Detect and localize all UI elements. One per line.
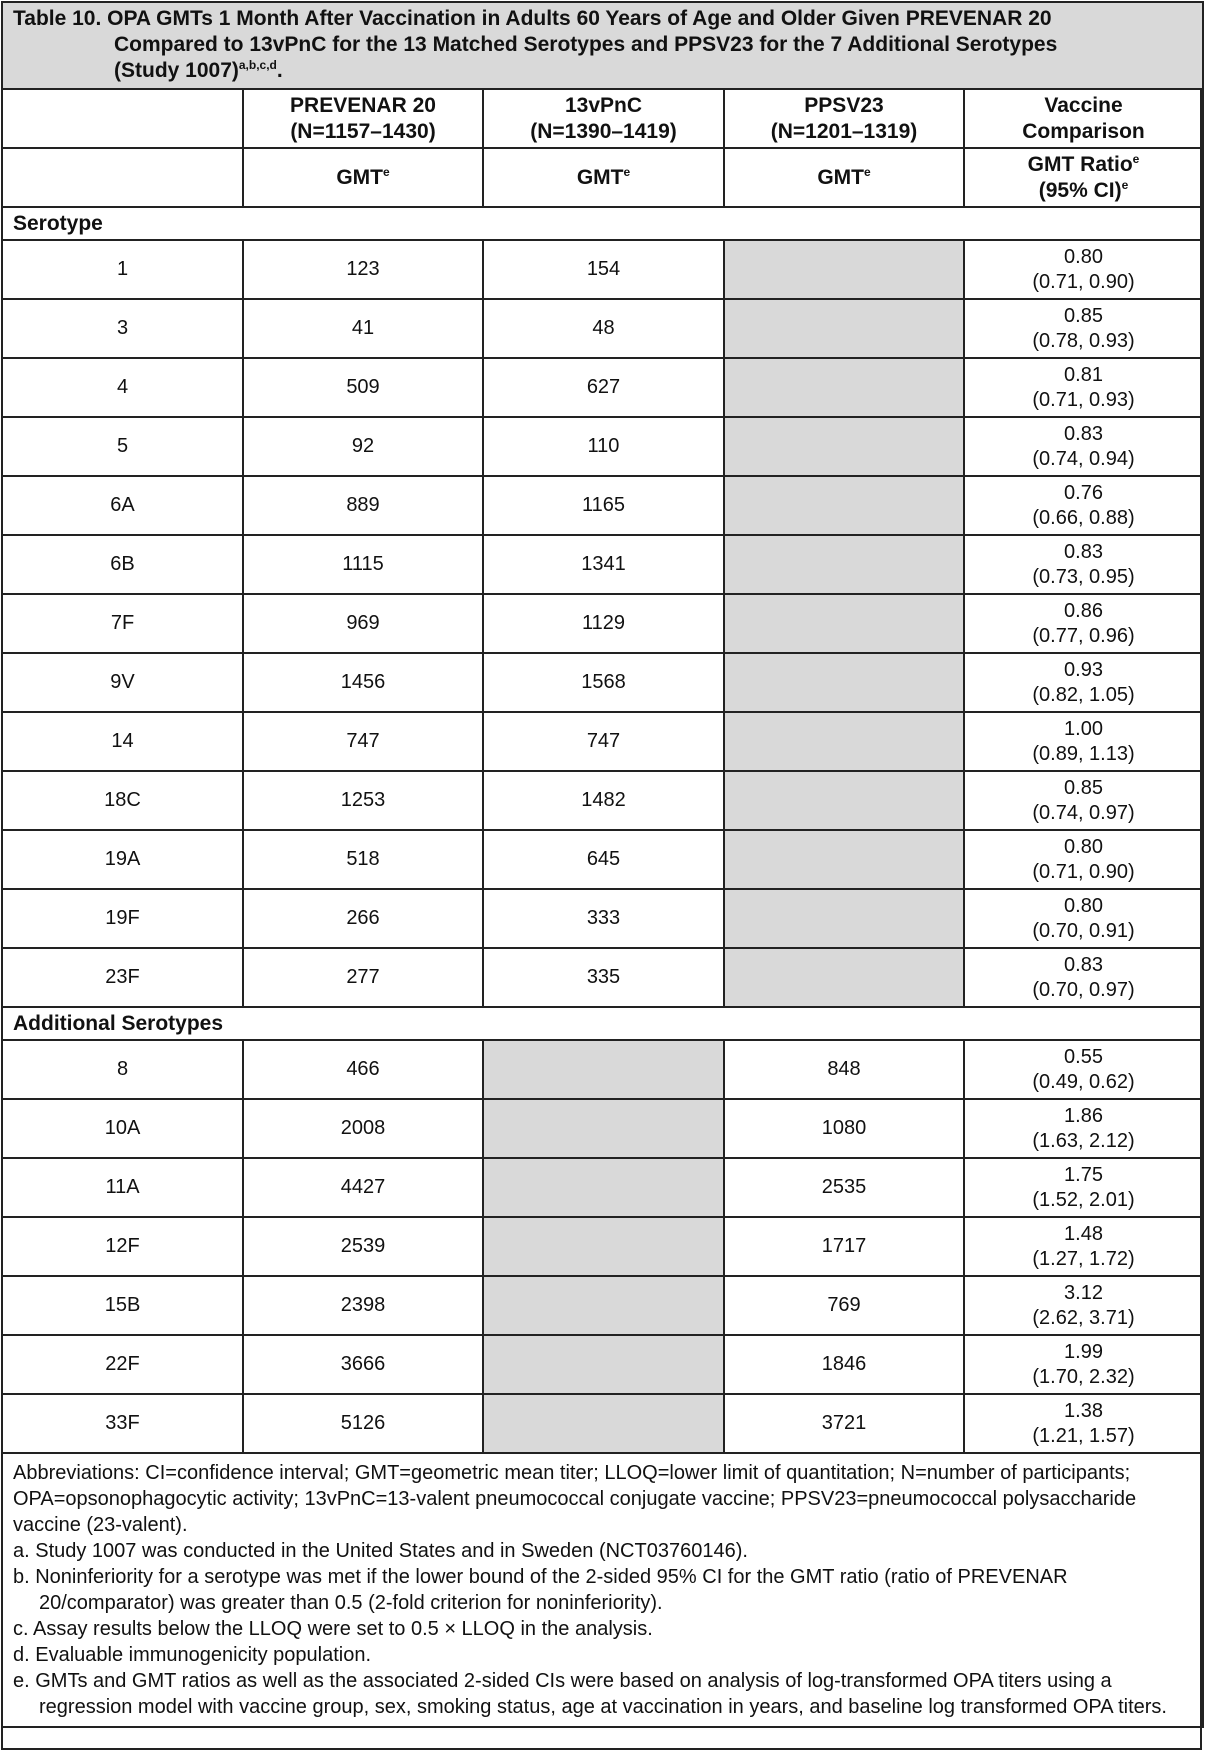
ratio-cell: 0.85 (0.78, 0.93): [964, 299, 1203, 358]
serotype-cell: 9V: [2, 653, 243, 712]
prevenar-gmt-cell: 92: [243, 417, 483, 476]
header-ppsv23: PPSV23 (N=1201–1319): [724, 89, 964, 148]
section-row: [2, 207, 1203, 240]
ppsv23-gmt-cell: 2535: [724, 1158, 964, 1217]
ratio-cell: 0.83 (0.73, 0.95): [964, 535, 1203, 594]
pnc13-gmt-cell: 747: [483, 712, 724, 771]
serotype-cell: 23F: [2, 948, 243, 1007]
prevenar-gmt-cell: 123: [243, 240, 483, 299]
pnc13-gmt-cell: [483, 1099, 724, 1158]
table-row: [2, 476, 1203, 535]
footnote-d: d. Evaluable immunogenicity population.: [13, 1644, 371, 1666]
header-blank: [2, 89, 243, 148]
table-row: [2, 1276, 1203, 1335]
prevenar-gmt-cell: 1253: [243, 771, 483, 830]
prevenar-gmt-cell: 1456: [243, 653, 483, 712]
serotype-cell: 11A: [2, 1158, 243, 1217]
title-line-3: (Study 1007)$^{a,b,c,d}$.: [114, 58, 283, 82]
pnc13-gmt-cell: [483, 1394, 724, 1453]
prevenar-gmt-cell: 2008: [243, 1099, 483, 1158]
serotype-cell: 12F: [2, 1217, 243, 1276]
pnc13-gmt-cell: 154: [483, 240, 724, 299]
ppsv23-gmt-cell: [724, 417, 964, 476]
ratio-cell: 1.75 (1.52, 2.01): [964, 1158, 1203, 1217]
table-row: [2, 948, 1203, 1007]
serotype-cell: 1: [2, 240, 243, 299]
header-prevenar20: PREVENAR 20 (N=1157–1430): [243, 89, 483, 148]
prevenar-gmt-cell: 266: [243, 889, 483, 948]
ratio-cell: 1.48 (1.27, 1.72): [964, 1217, 1203, 1276]
table-row: [2, 653, 1203, 712]
title-line-1: Table 10. OPA GMTs 1 Month After Vaccination in Adults 60 Years of Age and Older Given PREVENAR 20: [13, 7, 1052, 30]
ppsv23-gmt-cell: 1846: [724, 1335, 964, 1394]
pnc13-gmt-cell: 1165: [483, 476, 724, 535]
ratio-cell: 0.80 (0.71, 0.90): [964, 830, 1203, 889]
pnc13-gmt-cell: 1129: [483, 594, 724, 653]
footnote-abbreviations: Abbreviations: CI=confidence interval; GMT=geometric mean titer; LLOQ=lower limit of quantitation; N=number of participants; OPA=opsonophagocytic activity; 13vPnC=13-valent pneumococcal conjugate vaccine; PPSV23=pneumococcal polysaccharide vaccine (23-valent).: [13, 1462, 1137, 1536]
table-row: [2, 830, 1203, 889]
subheader-blank: [2, 148, 243, 207]
prevenar-gmt-cell: 518: [243, 830, 483, 889]
ppsv23-gmt-cell: [724, 594, 964, 653]
ratio-cell: 0.86 (0.77, 0.96): [964, 594, 1203, 653]
ratio-cell: 0.80 (0.71, 0.90): [964, 240, 1203, 299]
pnc13-gmt-cell: [483, 1040, 724, 1099]
prevenar-gmt-cell: 277: [243, 948, 483, 1007]
ppsv23-gmt-cell: [724, 653, 964, 712]
header-13vpnc: 13vPnC (N=1390–1419): [483, 89, 724, 148]
pnc13-gmt-cell: 110: [483, 417, 724, 476]
table-row: [2, 712, 1203, 771]
ppsv23-gmt-cell: [724, 889, 964, 948]
serotype-cell: 33F: [2, 1394, 243, 1453]
footnote-e: e. GMTs and GMT ratios as well as the associated 2-sided CIs were based on analysis of log-transformed OPA titers using a regression model with vaccine group, sex, smoking status, age at vaccination in years, and baseline log transformed OPA titers.: [13, 1670, 1167, 1718]
pnc13-gmt-cell: 1341: [483, 535, 724, 594]
prevenar-gmt-cell: 2539: [243, 1217, 483, 1276]
serotype-cell: 18C: [2, 771, 243, 830]
pnc13-gmt-cell: 627: [483, 358, 724, 417]
subheader-gmt-ppsv23: GMT$^e$: [724, 148, 964, 207]
serotype-cell: 14: [2, 712, 243, 771]
table-row: [2, 299, 1203, 358]
footnote-b: b. Noninferiority for a serotype was met if the lower bound of the 2-sided 95% CI for the GMT ratio (ratio of PREVENAR 20/comparator) was greater than 0.5 (2-fold criterion for noninferiority).: [13, 1566, 1068, 1614]
prevenar-gmt-cell: 1115: [243, 535, 483, 594]
ppsv23-gmt-cell: 848: [724, 1040, 964, 1099]
serotype-cell: 4: [2, 358, 243, 417]
ppsv23-gmt-cell: [724, 535, 964, 594]
ratio-cell: 0.85 (0.74, 0.97): [964, 771, 1203, 830]
section-row: [2, 1007, 1203, 1040]
prevenar-gmt-cell: 5126: [243, 1394, 483, 1453]
ratio-cell: 0.83 (0.70, 0.97): [964, 948, 1203, 1007]
section-label-serotype: Serotype: [2, 207, 1203, 240]
ratio-cell: 0.55 (0.49, 0.62): [964, 1040, 1203, 1099]
prevenar-gmt-cell: 969: [243, 594, 483, 653]
ratio-cell: 0.83 (0.74, 0.94): [964, 417, 1203, 476]
ratio-cell: 1.99 (1.70, 2.32): [964, 1335, 1203, 1394]
prevenar-gmt-cell: 509: [243, 358, 483, 417]
prevenar-gmt-cell: 747: [243, 712, 483, 771]
table-row: [2, 594, 1203, 653]
table-row: [2, 889, 1203, 948]
ppsv23-gmt-cell: 1717: [724, 1217, 964, 1276]
ratio-cell: 0.76 (0.66, 0.88): [964, 476, 1203, 535]
pnc13-gmt-cell: 333: [483, 889, 724, 948]
serotype-cell: 6B: [2, 535, 243, 594]
table-title: [2, 2, 1203, 89]
serotype-cell: 19F: [2, 889, 243, 948]
ratio-cell: 3.12 (2.62, 3.71): [964, 1276, 1203, 1335]
serotype-cell: 10A: [2, 1099, 243, 1158]
serotype-cell: 7F: [2, 594, 243, 653]
table-row: [2, 240, 1203, 299]
ratio-cell: 0.93 (0.82, 1.05): [964, 653, 1203, 712]
ratio-cell: 1.00 (0.89, 1.13): [964, 712, 1203, 771]
ppsv23-gmt-cell: [724, 948, 964, 1007]
ppsv23-gmt-cell: [724, 299, 964, 358]
prevenar-gmt-cell: 2398: [243, 1276, 483, 1335]
subheader-gmt-prevenar20: GMT$^e$: [243, 148, 483, 207]
ratio-cell: 0.80 (0.70, 0.91): [964, 889, 1203, 948]
serotype-cell: 6A: [2, 476, 243, 535]
table-row: [2, 771, 1203, 830]
prevenar-gmt-cell: 466: [243, 1040, 483, 1099]
pnc13-gmt-cell: [483, 1217, 724, 1276]
prevenar-gmt-cell: 3666: [243, 1335, 483, 1394]
ppsv23-gmt-cell: [724, 771, 964, 830]
table-row: [2, 1040, 1203, 1099]
prevenar-gmt-cell: 41: [243, 299, 483, 358]
section-label-additional-serotypes: Additional Serotypes: [2, 1007, 1203, 1040]
ppsv23-gmt-cell: [724, 476, 964, 535]
pnc13-gmt-cell: [483, 1158, 724, 1217]
serotype-cell: 19A: [2, 830, 243, 889]
ppsv23-gmt-cell: 769: [724, 1276, 964, 1335]
table-row: [2, 1335, 1203, 1394]
footnote-a: a. Study 1007 was conducted in the United States and in Sweden (NCT03760146).: [13, 1540, 748, 1562]
ppsv23-gmt-cell: [724, 712, 964, 771]
ppsv23-gmt-cell: 1080: [724, 1099, 964, 1158]
pnc13-gmt-cell: 645: [483, 830, 724, 889]
ratio-cell: 0.81 (0.71, 0.93): [964, 358, 1203, 417]
footnotes: [2, 1453, 1203, 1727]
pnc13-gmt-cell: 48: [483, 299, 724, 358]
table-frame: [1, 1, 1202, 1750]
table-row: [2, 535, 1203, 594]
table-row: [2, 417, 1203, 476]
pnc13-gmt-cell: [483, 1335, 724, 1394]
table-row: [2, 1158, 1203, 1217]
serotype-cell: 5: [2, 417, 243, 476]
ppsv23-gmt-cell: [724, 240, 964, 299]
pnc13-gmt-cell: 335: [483, 948, 724, 1007]
serotype-cell: 3: [2, 299, 243, 358]
table-row: [2, 1394, 1203, 1453]
table-row: [2, 358, 1203, 417]
opa-gmt-table: [1, 1, 1204, 1728]
serotype-cell: 15B: [2, 1276, 243, 1335]
pnc13-gmt-cell: 1568: [483, 653, 724, 712]
serotype-cell: 8: [2, 1040, 243, 1099]
subheader-gmt-13vpnc: GMT$^e$: [483, 148, 724, 207]
table-row: [2, 1217, 1203, 1276]
footnote-c: c. Assay results below the LLOQ were set to 0.5 × LLOQ in the analysis.: [13, 1618, 653, 1640]
prevenar-gmt-cell: 4427: [243, 1158, 483, 1217]
table-row: [2, 1099, 1203, 1158]
subheader-gmt-ratio: GMT Ratio$^e$ (95% CI)$^e$: [964, 148, 1203, 207]
ratio-cell: 1.86 (1.63, 2.12): [964, 1099, 1203, 1158]
ratio-cell: 1.38 (1.21, 1.57): [964, 1394, 1203, 1453]
pnc13-gmt-cell: [483, 1276, 724, 1335]
ppsv23-gmt-cell: 3721: [724, 1394, 964, 1453]
header-vaccine-comparison: Vaccine Comparison: [964, 89, 1203, 148]
ppsv23-gmt-cell: [724, 358, 964, 417]
prevenar-gmt-cell: 889: [243, 476, 483, 535]
ppsv23-gmt-cell: [724, 830, 964, 889]
serotype-cell: 22F: [2, 1335, 243, 1394]
title-line-2: Compared to 13vPnC for the 13 Matched Serotypes and PPSV23 for the 7 Additional Serotypes: [114, 33, 1058, 56]
pnc13-gmt-cell: 1482: [483, 771, 724, 830]
